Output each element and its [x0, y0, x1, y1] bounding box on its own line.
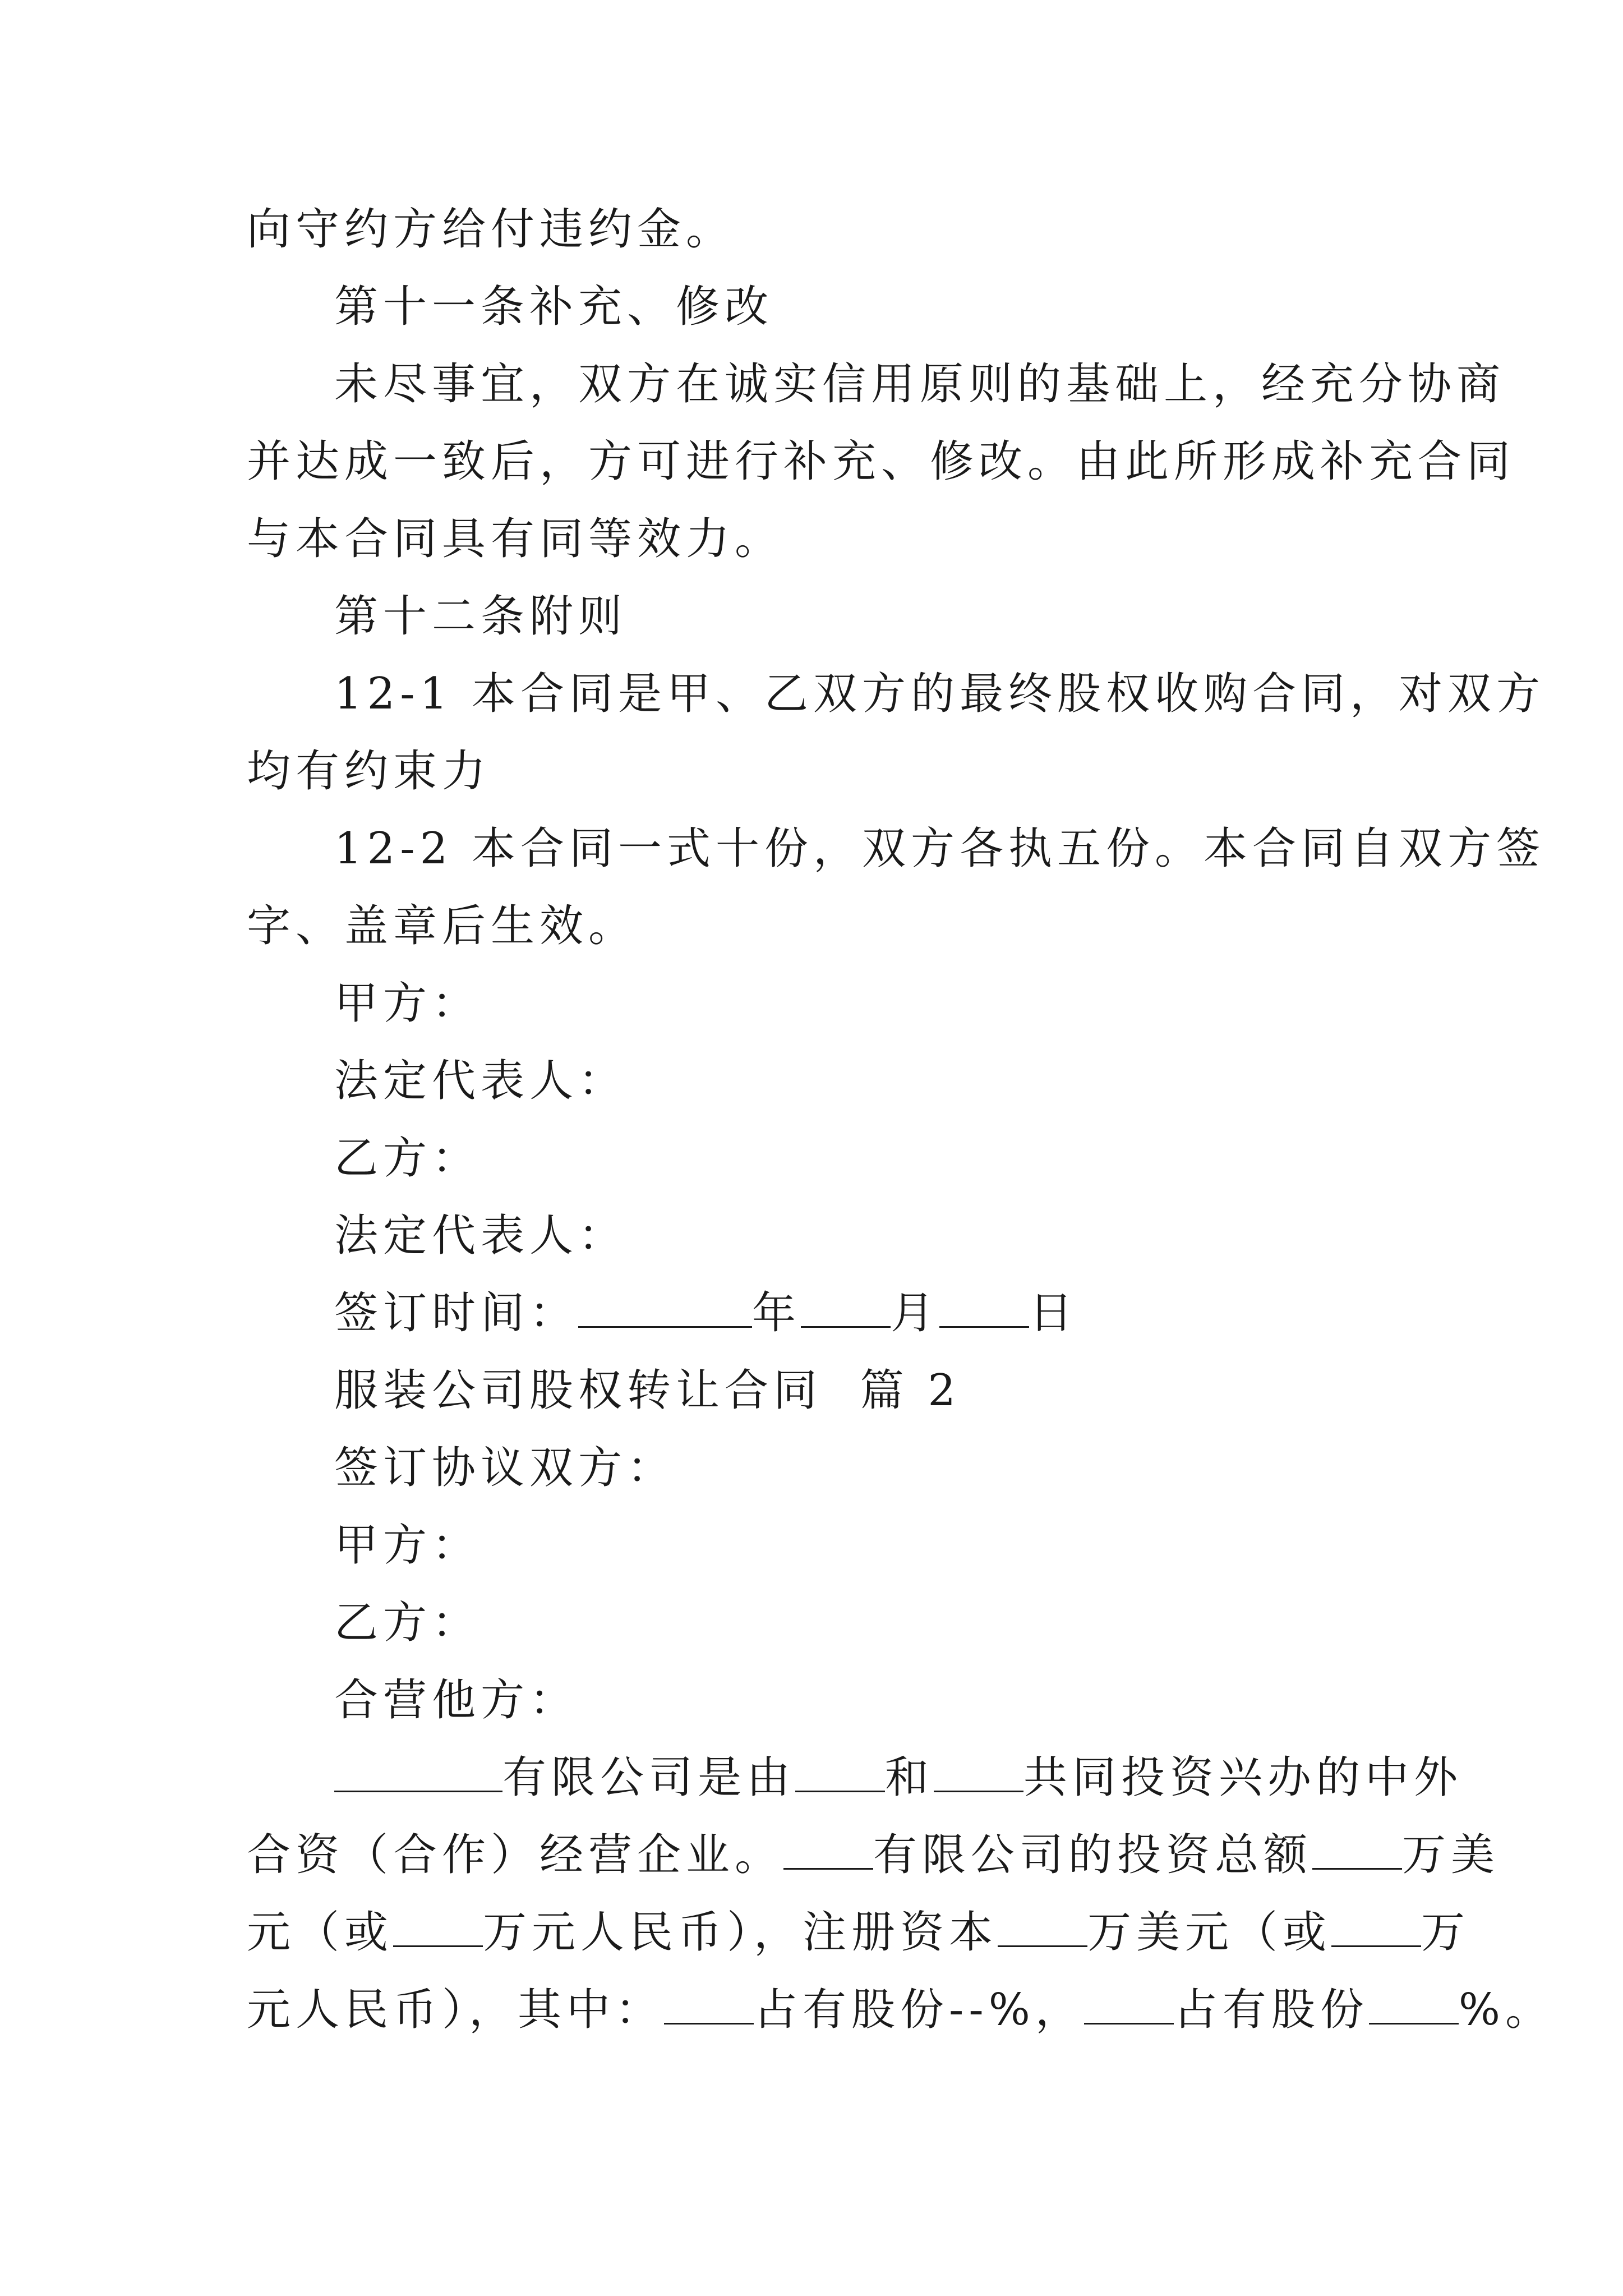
blank-field [1312, 1824, 1402, 1870]
text-span: 共同投资兴办的中外 [1023, 1752, 1463, 1803]
text-span: 万元人民币），注册资本 [483, 1907, 998, 1958]
party-b-label: 乙方： [334, 1133, 481, 1184]
blank-field [795, 1747, 885, 1792]
text-span: 和 [885, 1752, 934, 1803]
blank-field [334, 1747, 502, 1792]
text-line: 12-2 本合同一式十份，双方各执五份。本合同自双方签 [334, 823, 1546, 874]
blank-field [578, 1282, 752, 1328]
year-label: 年 [752, 1288, 801, 1338]
blank-field [393, 1902, 483, 1947]
blank-field [998, 1902, 1087, 1947]
paragraph-line [247, 1816, 1500, 1894]
text-line: 未尽事宜，双方在诚实信用原则的基础上，经充分协商 [334, 359, 1506, 409]
blank-field [939, 1282, 1029, 1328]
legal-rep-label: 法定代表人： [334, 1056, 628, 1106]
text-line: 12-1 本合同是甲、乙双方的最终股权收购合同，对双方 [334, 669, 1546, 719]
sign-time-line [247, 1274, 1391, 1352]
legal-rep-label: 法定代表人： [334, 1211, 628, 1261]
blank-field [664, 1979, 754, 2024]
blank-field [783, 1824, 873, 1870]
text-line: 并达成一致后，方可进行补充、修改。由此所形成补充合同 [247, 436, 1516, 487]
text-span: 万美 [1402, 1830, 1500, 1880]
text-line: 向守约方给付违约金。 [247, 204, 735, 255]
text-span: 占有股份 [1173, 1985, 1369, 2035]
text-line: 字、盖章后生效。 [247, 901, 638, 951]
party-a-label: 甲方： [334, 1520, 481, 1571]
sign-time-label: 签订时间： [334, 1288, 579, 1338]
document-page [247, 191, 1554, 2049]
other-party-label: 合营他方： [334, 1675, 579, 1726]
month-label: 月 [891, 1288, 940, 1338]
blank-field [1331, 1902, 1421, 1947]
day-label: 日 [1029, 1288, 1078, 1338]
text-span: 元（或 [247, 1907, 394, 1958]
paragraph-line [247, 1971, 1554, 2049]
section-heading: 第十一条补充、修改 [334, 282, 774, 332]
parties-label: 签订协议双方： [334, 1443, 676, 1493]
text-span: 万 [1421, 1907, 1470, 1958]
text-span: 有限公司是由 [502, 1752, 796, 1803]
text-line: 与本合同具有同等效力。 [247, 514, 784, 564]
paragraph-line [247, 1739, 1463, 1816]
blank-field [934, 1747, 1023, 1792]
section-title: 服装公司股权转让合同 篇 2 [334, 1365, 961, 1416]
text-span: 元人民币），其中： [247, 1985, 665, 2035]
party-a-label: 甲方： [334, 978, 481, 1029]
text-span: 万美元（或 [1087, 1907, 1332, 1958]
text-span: 占有股份--%， [754, 1985, 1084, 2035]
paragraph-line [247, 1894, 1470, 1971]
blank-field [1369, 1979, 1459, 2024]
text-span: %。 [1458, 1985, 1554, 2035]
text-line: 均有约束力 [247, 746, 491, 797]
party-b-label: 乙方： [334, 1598, 481, 1648]
text-span: 有限公司的投资总额 [873, 1830, 1313, 1880]
blank-field [1084, 1979, 1174, 2024]
section-heading: 第十二条附则 [334, 591, 628, 642]
blank-field [801, 1282, 891, 1328]
text-span: 合资（合作）经营企业。 [247, 1830, 784, 1880]
